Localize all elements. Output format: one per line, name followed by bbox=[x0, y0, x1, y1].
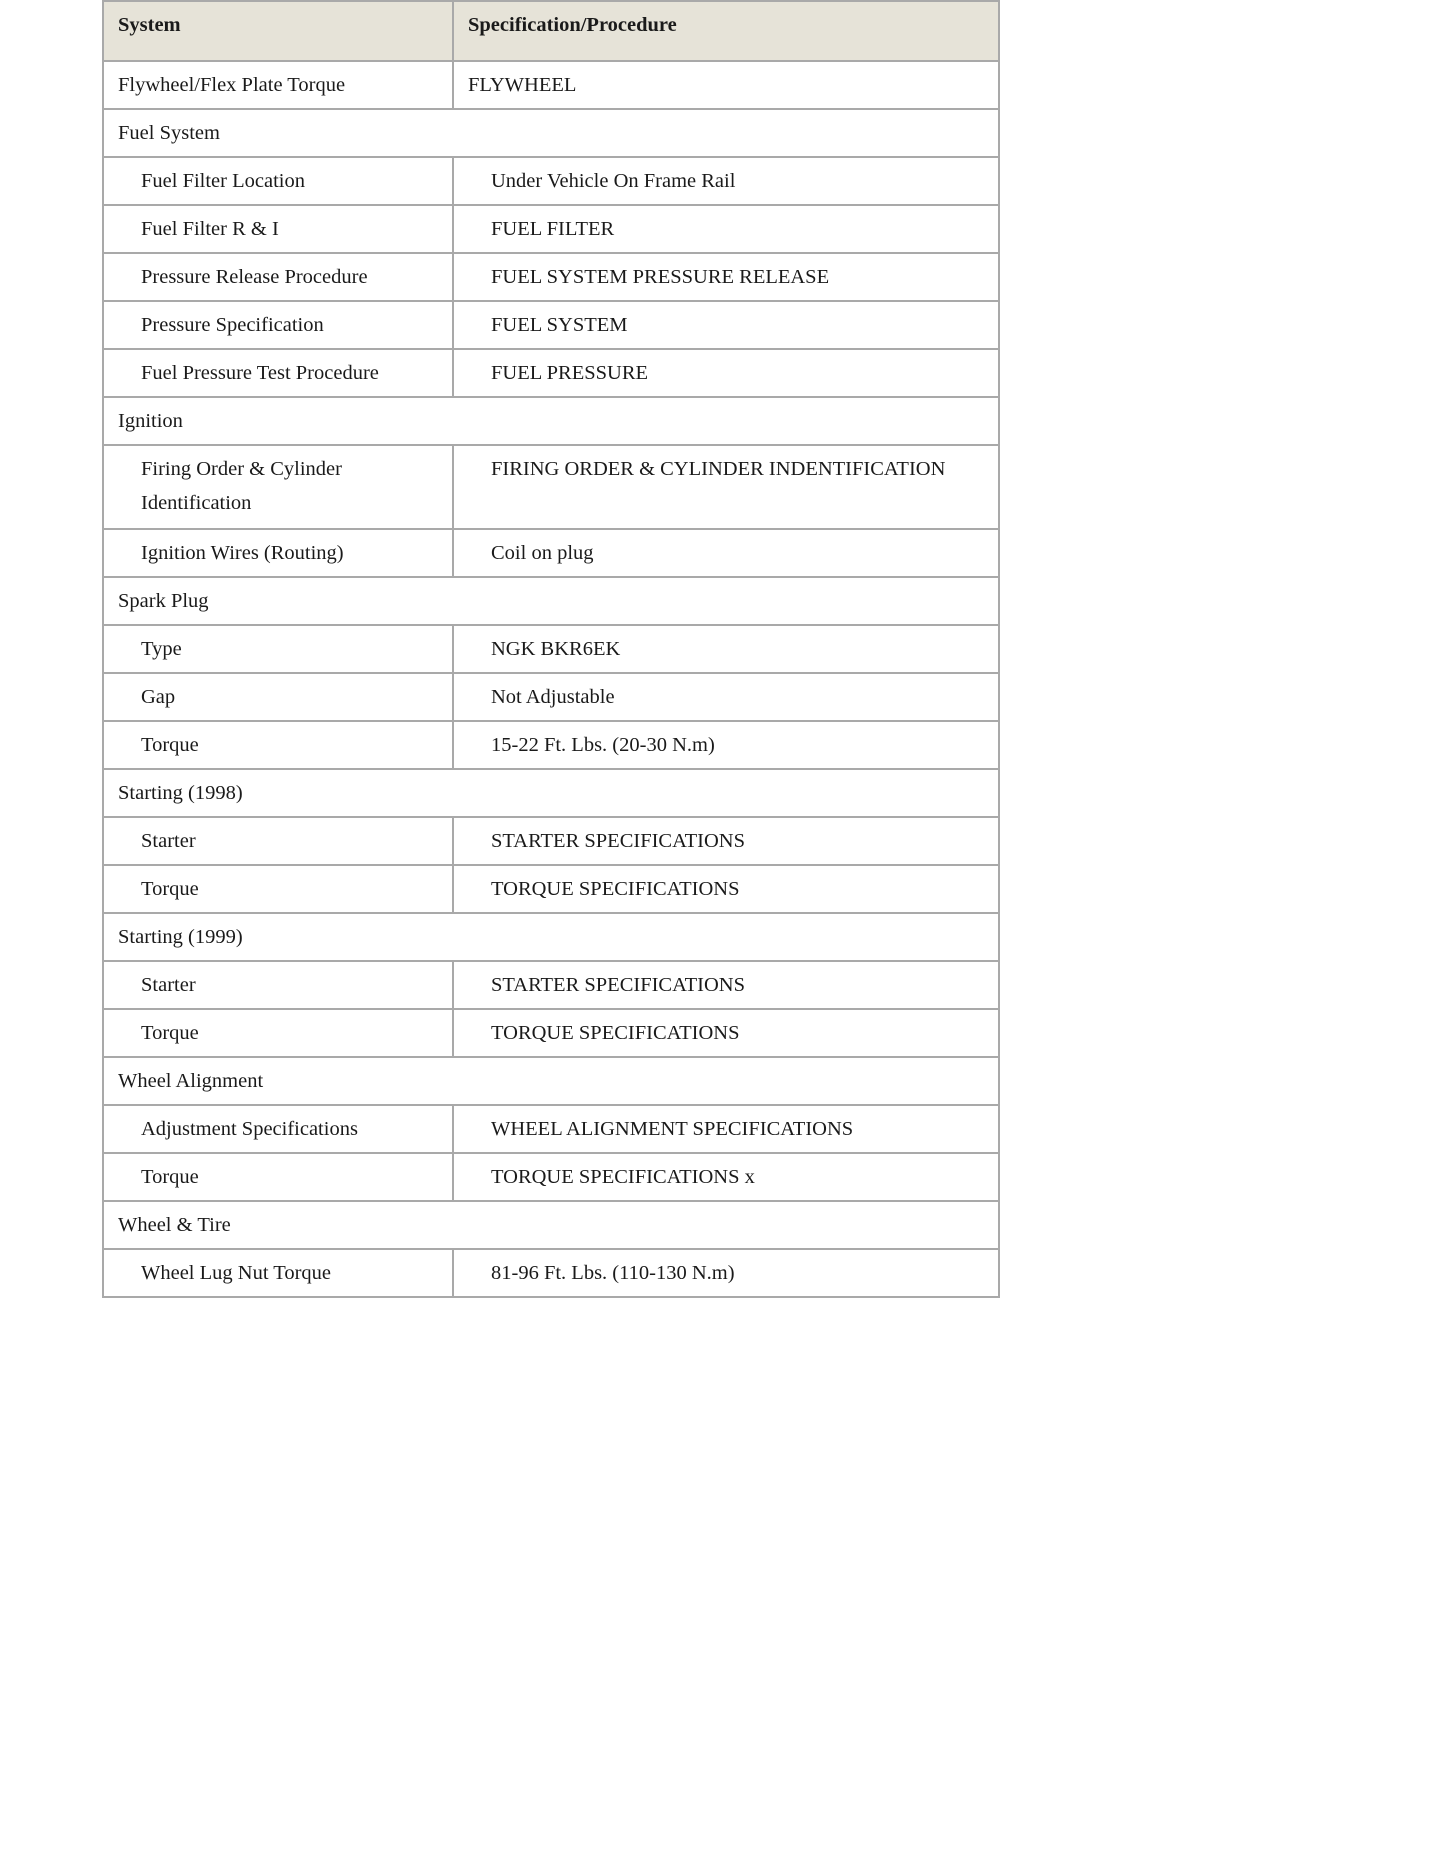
section-label: Ignition bbox=[103, 397, 999, 445]
table-row bbox=[103, 625, 999, 673]
specification-cell: FUEL SYSTEM PRESSURE RELEASE bbox=[453, 253, 999, 301]
table-row bbox=[103, 865, 999, 913]
header-system: System bbox=[103, 1, 453, 61]
table-row bbox=[103, 1009, 999, 1057]
system-cell: Torque bbox=[103, 865, 453, 913]
specification-cell: FLYWHEEL bbox=[453, 61, 999, 109]
table-row bbox=[103, 961, 999, 1009]
system-cell: Torque bbox=[103, 1009, 453, 1057]
specification-cell: FUEL FILTER bbox=[453, 205, 999, 253]
section-label: Starting (1999) bbox=[103, 913, 999, 961]
specification-cell: FIRING ORDER & CYLINDER INDENTIFICATION bbox=[453, 445, 999, 529]
section-row bbox=[103, 913, 999, 961]
specification-cell: WHEEL ALIGNMENT SPECIFICATIONS bbox=[453, 1105, 999, 1153]
specification-cell: STARTER SPECIFICATIONS bbox=[453, 817, 999, 865]
table-body bbox=[103, 61, 999, 1297]
specification-cell: NGK BKR6EK bbox=[453, 625, 999, 673]
specification-cell: TORQUE SPECIFICATIONS bbox=[453, 1009, 999, 1057]
specification-cell: STARTER SPECIFICATIONS bbox=[453, 961, 999, 1009]
system-cell: Type bbox=[103, 625, 453, 673]
table-row bbox=[103, 1153, 999, 1201]
system-cell: Adjustment Specifications bbox=[103, 1105, 453, 1153]
specification-cell: FUEL PRESSURE bbox=[453, 349, 999, 397]
system-cell: Starter bbox=[103, 961, 453, 1009]
table-row bbox=[103, 721, 999, 769]
table-row bbox=[103, 61, 999, 109]
system-cell: Pressure Release Procedure bbox=[103, 253, 453, 301]
section-label: Spark Plug bbox=[103, 577, 999, 625]
table-row bbox=[103, 349, 999, 397]
section-row bbox=[103, 577, 999, 625]
table-row bbox=[103, 157, 999, 205]
specification-cell: TORQUE SPECIFICATIONS bbox=[453, 865, 999, 913]
section-row bbox=[103, 397, 999, 445]
table-row bbox=[103, 1249, 999, 1297]
section-label: Starting (1998) bbox=[103, 769, 999, 817]
specification-cell: Coil on plug bbox=[453, 529, 999, 577]
section-label: Wheel Alignment bbox=[103, 1057, 999, 1105]
system-cell: Wheel Lug Nut Torque bbox=[103, 1249, 453, 1297]
system-cell: Firing Order & Cylinder Identification bbox=[103, 445, 453, 529]
table-row bbox=[103, 673, 999, 721]
section-row bbox=[103, 1201, 999, 1249]
specification-cell: TORQUE SPECIFICATIONS x bbox=[453, 1153, 999, 1201]
specification-cell: Not Adjustable bbox=[453, 673, 999, 721]
specification-cell: FUEL SYSTEM bbox=[453, 301, 999, 349]
system-cell: Gap bbox=[103, 673, 453, 721]
system-cell: Fuel Filter R & I bbox=[103, 205, 453, 253]
system-cell: Fuel Filter Location bbox=[103, 157, 453, 205]
system-cell: Fuel Pressure Test Procedure bbox=[103, 349, 453, 397]
specifications-table bbox=[102, 0, 1000, 1298]
table-header-row bbox=[103, 1, 999, 61]
specification-cell: 81-96 Ft. Lbs. (110-130 N.m) bbox=[453, 1249, 999, 1297]
table-row bbox=[103, 205, 999, 253]
section-row bbox=[103, 1057, 999, 1105]
system-cell: Torque bbox=[103, 721, 453, 769]
section-row bbox=[103, 769, 999, 817]
specification-cell: 15-22 Ft. Lbs. (20-30 N.m) bbox=[453, 721, 999, 769]
section-row bbox=[103, 109, 999, 157]
system-cell: Torque bbox=[103, 1153, 453, 1201]
system-cell: Ignition Wires (Routing) bbox=[103, 529, 453, 577]
system-cell: Flywheel/Flex Plate Torque bbox=[103, 61, 453, 109]
table-row bbox=[103, 529, 999, 577]
table-row bbox=[103, 1105, 999, 1153]
table-row bbox=[103, 253, 999, 301]
section-label: Wheel & Tire bbox=[103, 1201, 999, 1249]
table-row bbox=[103, 445, 999, 529]
table-row bbox=[103, 817, 999, 865]
header-specification-procedure: Specification/Procedure bbox=[453, 1, 999, 61]
specification-cell: Under Vehicle On Frame Rail bbox=[453, 157, 999, 205]
system-cell: Starter bbox=[103, 817, 453, 865]
table-row bbox=[103, 301, 999, 349]
system-cell: Pressure Specification bbox=[103, 301, 453, 349]
section-label: Fuel System bbox=[103, 109, 999, 157]
